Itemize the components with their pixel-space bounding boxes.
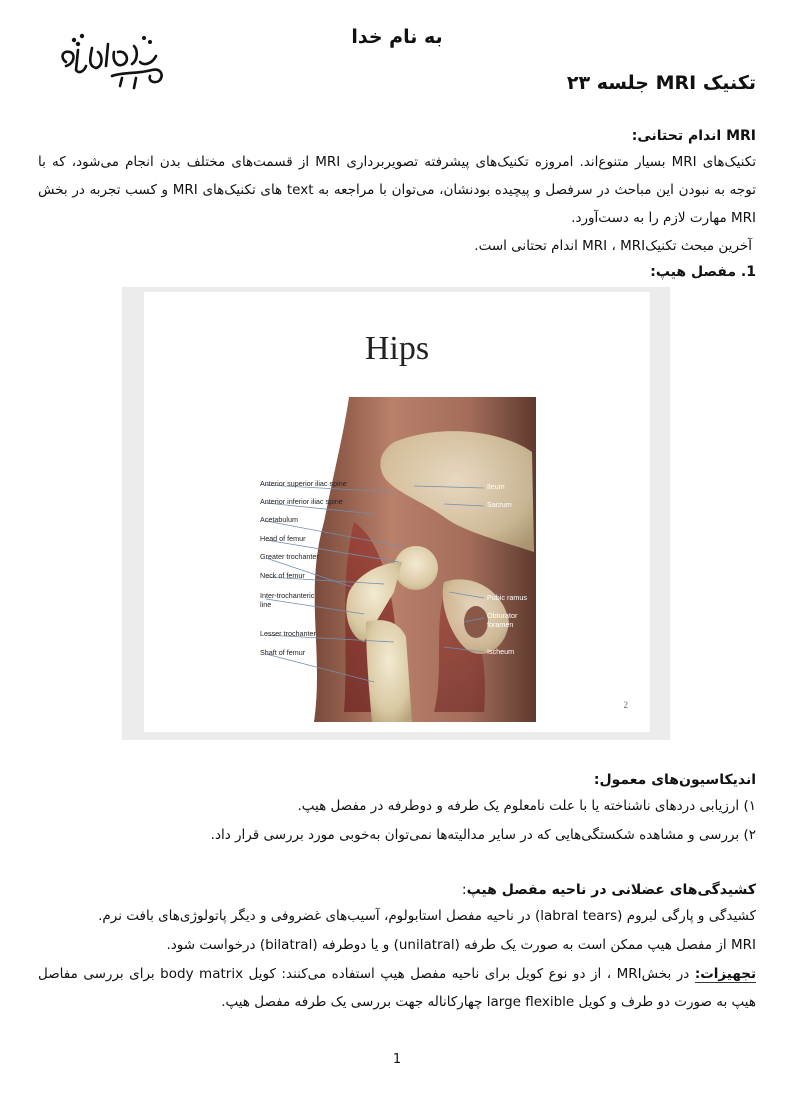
label-shaft-of-femur: Shaft of femur xyxy=(260,648,306,657)
strains-section xyxy=(38,878,756,1016)
label-foramen: foramen xyxy=(487,620,514,629)
equipment-paragraph xyxy=(38,960,756,1016)
page-heading: به نام خدا xyxy=(351,26,443,48)
label-neck-of-femur: Neck of femur xyxy=(260,571,305,580)
intro-heading: MRI اندام تحتانی: xyxy=(631,128,756,144)
indications-heading: اندیکاسیون‌های معمول: xyxy=(593,772,756,788)
label-ischeum: Ischeum xyxy=(487,647,515,656)
strains-line-1: کشیدگی و پارگی لبروم (labral tears) در ناحیه مفصل استابولوم، آسیب‌های غضروفی و دیگر پاتولوژی‌های بافت نرم. xyxy=(98,908,756,924)
label-obturator: Obturator xyxy=(487,611,518,620)
label-line: line xyxy=(260,600,272,609)
hip-anatomy-figure xyxy=(122,287,670,740)
label-anterior-inferior-iliac-spine: Anterior inferior iliac spine xyxy=(260,497,343,506)
hip-anatomy-illustration xyxy=(144,292,650,732)
strains-line-2: MRI از مفصل هیپ ممکن است به صورت یک طرفه (unilatral) و یا دوطرفه (bilatral) درخواست شود. xyxy=(166,937,756,953)
page-number: 1 xyxy=(392,1052,402,1067)
indication-item: ۲) بررسی و مشاهده شکستگی‌هایی که در سایر مدالیته‌ها نمی‌توان به‌خوبی مورد بررسی قرار داد. xyxy=(210,827,756,843)
hip-joint-heading: 1. مفصل هیپ: xyxy=(650,264,756,280)
equipment-text: در بخشMRI ، از دو نوع کویل برای ناحیه مفصل هیپ استفاده می‌کنند: کویل body matrix برای بررسی مفاصل هیپ به صورت دو طرف و کویل large flexible چهارکاناله جهت بررسی یک طرفه مفصل هیپ. xyxy=(38,966,756,1010)
label-lesser-trochanter: Lesser trochanter xyxy=(260,629,316,638)
label-greater-trochanter: Greater trochanter xyxy=(260,552,319,561)
strains-heading-text: کشیدگی‌های عضلانی در ناحیه مفصل هیپ xyxy=(466,882,756,898)
label-inter-trochanteric: Inter-trochanteric xyxy=(260,591,315,600)
label-pubic-ramus: Pubic ramus xyxy=(487,593,527,602)
equipment-label: تجهیزات: xyxy=(694,966,757,982)
label-anterior-superior-iliac-spine: Anterior superior iliac spine xyxy=(260,479,347,488)
label-acetabulum: Acetabulum xyxy=(260,515,298,524)
intro-paragraph: تکنیک‌های MRI بسیار متنوع‌اند. امروزه تکنیک‌های پیشرفته تصویربرداری MRI از قسمت‌های مختلف بدن انجام می‌شود، که با توجه به نبودن این مباحث در سرفصل و پیچیده بودنشان، می‌توان با مراجعه به text های تکنیک‌های MRI و کسب تجربه در بخش MRI مهارت لازم را به دست‌آورد. xyxy=(38,154,756,226)
figure-title: Hips xyxy=(364,330,430,367)
label-sacrum: Sacrum xyxy=(487,500,512,509)
intro-last-topic: آخرین مبحث تکنیکMRI ، MRI اندام تحتانی است. xyxy=(474,238,752,254)
label-ileum: Ileum xyxy=(487,482,505,491)
session-title: تکنیک MRI جلسه ۲۳ xyxy=(566,72,756,94)
intro-section xyxy=(38,124,756,284)
strains-heading xyxy=(38,878,756,902)
figure-page-number: 2 xyxy=(623,700,628,710)
indication-item: ۱) ارزیابی دردهای ناشناخته یا با علت نامعلوم یک طرفه و دوطرفه در مفصل هیپ. xyxy=(297,798,756,814)
label-head-of-femur: Head of femur xyxy=(260,534,306,543)
strains-heading-colon: : xyxy=(461,882,467,898)
figure-slide xyxy=(144,292,650,732)
indications-section xyxy=(38,768,756,850)
